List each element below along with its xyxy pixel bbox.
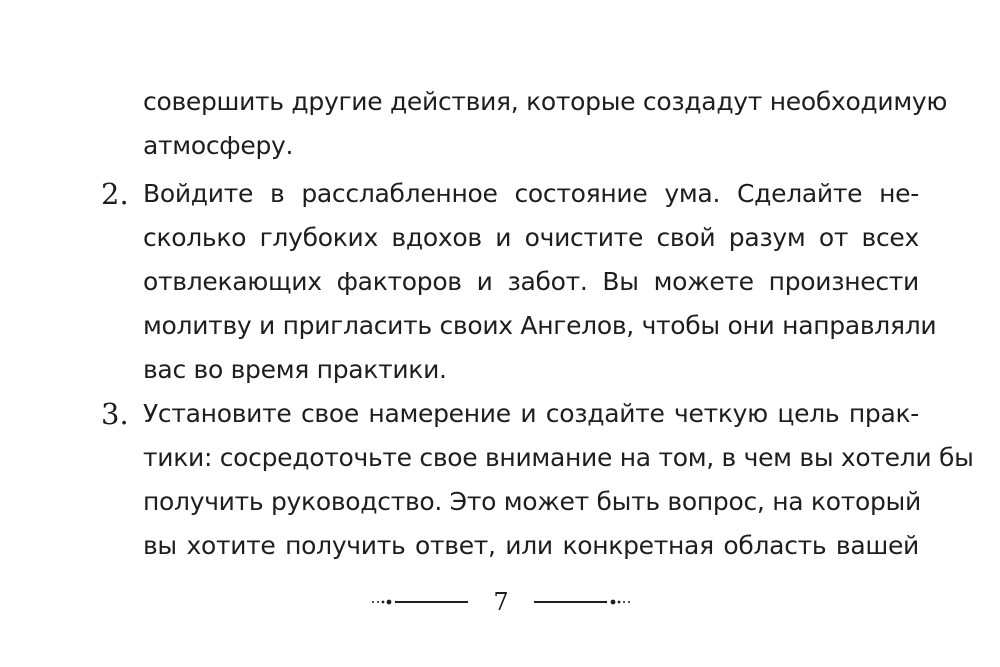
paragraph-line: вы хотите получить ответ, или конкретная область вашей bbox=[143, 531, 919, 560]
paragraph-line: совершить другие действия, которые создадут необходимую bbox=[143, 87, 948, 116]
page-number: 7 bbox=[493, 588, 509, 616]
paragraph-line: получить руководство. Это может быть вопрос, на который bbox=[143, 487, 921, 516]
paragraph-line: Войдите в расслабленное состояние ума. Сделайте не- bbox=[143, 179, 919, 208]
list-number: 2. bbox=[101, 177, 129, 211]
paragraph-line: сколько глубоких вдохов и очистите свой разум от всех bbox=[143, 223, 919, 252]
paragraph-line: вас во время практики. bbox=[143, 355, 447, 384]
list-number: 3. bbox=[101, 397, 129, 431]
paragraph-line: молитву и пригласить своих Ангелов, чтобы они направляли bbox=[143, 311, 937, 340]
paragraph-line: атмосферу. bbox=[143, 131, 294, 160]
paragraph-line: тики: сосредоточьте свое внимание на том, в чем вы хотели бы bbox=[143, 443, 974, 472]
paragraph-line: Установите свое намерение и создайте четкую цель прак- bbox=[143, 399, 919, 428]
page-footer bbox=[370, 584, 632, 620]
paragraph-line: отвлекающих факторов и забот. Вы можете произнести bbox=[143, 267, 919, 296]
